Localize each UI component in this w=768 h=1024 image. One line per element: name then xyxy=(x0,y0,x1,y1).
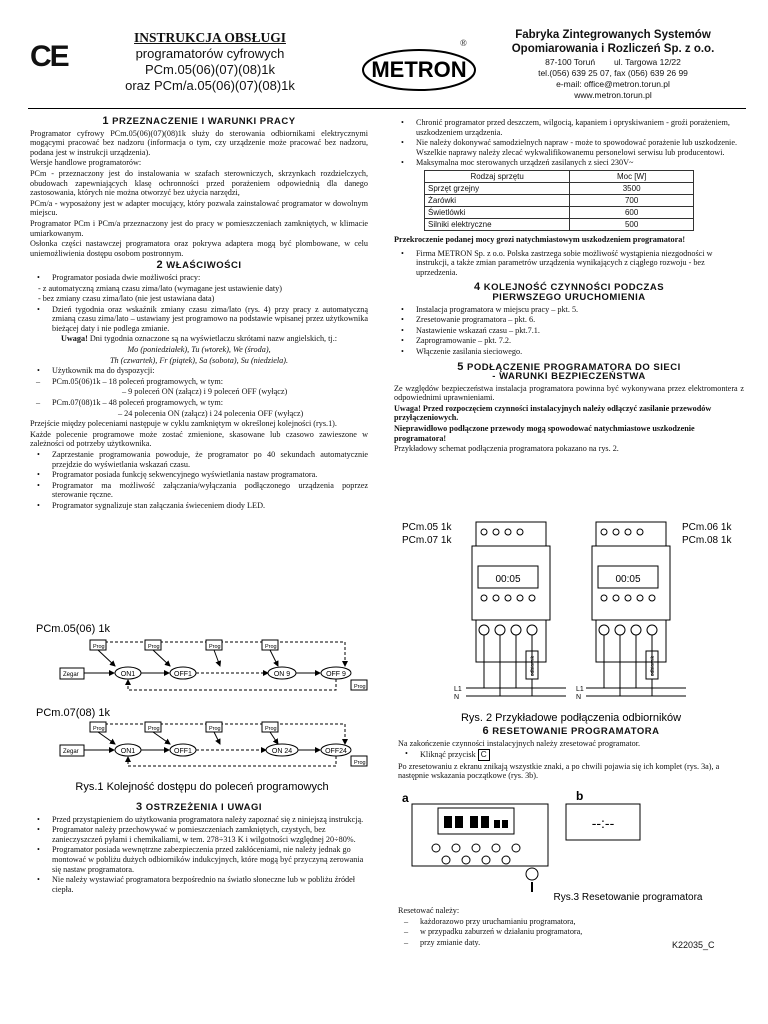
on1-node: ON1 xyxy=(120,748,136,755)
zegar-box: Zegar xyxy=(63,749,79,755)
s2-dash-detail: – 9 poleceń ON (załącz) i 9 poleceń OFF (wyłącz) xyxy=(122,387,288,397)
fig2-label: PCm.07 1k xyxy=(402,535,452,546)
fig2-label: PCm.06 1k xyxy=(682,522,732,533)
r-bullet: • Chronić programator przed deszczem, wilgocią, kapaniem i opryskiwaniem - groźi porażeniem, uszkodzeniem urządzenia. xyxy=(394,118,744,137)
doc-subtitle-3: oraz PCm/a.05(06)(07)(08)1k xyxy=(125,78,295,93)
s6-dash: – przy zmianie daty. xyxy=(398,938,744,948)
logo-text: METRON xyxy=(371,57,467,82)
table-header: Moc [W] xyxy=(570,170,694,182)
s1-paragraph: Osłonka części nastawczej programatora oraz pokrywa adaptera mogą być plombowane, w celu uniemożliwienia dostępu osobom postronnym. xyxy=(30,239,368,258)
prog-box: Prog xyxy=(209,644,221,650)
fig1-row-2 xyxy=(60,722,367,766)
s1-paragraph: Programator cyfrowy PCm.05(06)(07)(08)1k służy do sterowania odbiornikami elektrycznymi mogącymi pracować bez nadzoru (informacja o tym, czy urządzenie może pracować bez nadzoru, podana jest w instrukcji urządzenia). xyxy=(30,128,368,157)
section-6 xyxy=(398,724,744,782)
s2-bullet: • Zaprzestanie programowania powoduje, że programator po 40 sekundach automatycznie przejdzie do wyświetlania wskazań czasu. xyxy=(30,450,368,469)
company-info xyxy=(478,28,748,101)
s2-bullet: • Programator posiada dwie możliwości pracy: xyxy=(30,273,368,283)
reset-button-c[interactable]: C xyxy=(478,749,490,761)
s1-paragraph: PCm - przeznaczony jest do instalowania w szafach sterowniczych, skrzynkach rozdzielczych, obudowach zapewniających klasę ochronności przed porażeniem odpowiednią dla danego zastosowania, których nie można otworzyć bez użycia narzędzi, xyxy=(30,168,368,198)
s3-bullet: • Przed przystąpieniem do użytkowania programatora należy zapoznać się z niniejszą instrukcją. xyxy=(30,815,368,825)
s6-bullet: • Kliknąć przycisk C xyxy=(398,749,744,761)
load-label: odbiornik xyxy=(530,655,536,677)
fig2-label: PCm.08 1k xyxy=(682,535,732,546)
right-column xyxy=(394,118,744,455)
r-bullet: • Maksymalna moc sterowanych urządzeń zasilanych z sieci 230V~ xyxy=(394,158,744,168)
fig1-label-2: PCm.07(08) 1k xyxy=(36,707,110,719)
company-phone: tel.(056) 639 25 07, fax (056) 639 26 99 xyxy=(538,68,688,78)
s5-paragraph: Przykładowy schemat podłączenia programatora pokazano na rys. 2. xyxy=(394,444,619,454)
s2-dash: – PCm.05(06)1k – 18 poleceń programowych, w tym: xyxy=(30,377,368,387)
registered-mark: ® xyxy=(460,38,467,48)
s2-bullet: • Programator ma możliwość załączania/wyłączania podłączonego urządzenia poprzez sterowanie ręczne. xyxy=(30,481,368,500)
s2-bullet: • Użytkownik ma do dyspozycji: xyxy=(30,366,368,376)
s4-item: • Zaprogramowanie – pkt. 7.2. xyxy=(394,336,744,346)
left-column xyxy=(30,114,368,512)
s4-item: • Zresetowanie programatora – pkt. 6. xyxy=(394,315,744,325)
prog-box: Prog xyxy=(265,726,277,732)
prog-box: Prog xyxy=(354,684,366,690)
r-bullet: • Nie należy dokonywać samodzielnych napraw - może to spowodować porażenie lub uszkodzenie. Wszelkie naprawy należy zlecać wykwalifikowanemu personelowi serwisu lub producentowi. xyxy=(394,138,744,157)
s2-bullet: • Dzień tygodnia oraz wskaźnik zmiany czasu zima/lato (rys. 4) przy pracy z automatyczną zmianą czasu zima/lato – ustawiany jest programowo na podstawie wpisanej przez użytkownika bieżącej daty i nie podlega zmianie. xyxy=(30,305,368,334)
ce-mark: CE xyxy=(30,40,68,73)
s2-option: - z automatyczną zmianą czasu zima/lato (wymagane jest ustawienie daty) xyxy=(38,283,282,293)
device-display: 00:05 xyxy=(615,574,641,585)
s6-dash: – każdorazowo przy uruchamianiu programatora, xyxy=(398,917,744,927)
section-2-heading: 2 WŁAŚCIWOŚCI xyxy=(156,259,242,272)
wire-label: L1 xyxy=(576,686,584,693)
section-4-heading: 4 KOLEJNOŚĆ CZYNNOŚCI PODCZAS PIERWSZEGO URUCHOMIENIA xyxy=(473,281,665,303)
figure-2 xyxy=(396,516,746,734)
load-label: odbiornik xyxy=(650,655,656,677)
table-row: Sprzęt grzejny 3500 xyxy=(425,182,694,194)
prog-box: Prog xyxy=(93,726,105,732)
s1-paragraph: Wersje handlowe programatorów: xyxy=(30,158,142,168)
off1-node: OFF1 xyxy=(174,671,192,678)
doc-title: INSTRUKCJA OBSŁUGI xyxy=(134,30,286,45)
on24-node: ON 24 xyxy=(271,748,293,755)
fig3-a-label: a xyxy=(402,791,409,805)
fig2-label: PCm.05 1k xyxy=(402,522,452,533)
wire-label: N xyxy=(454,694,460,701)
off24-node: OFF24 xyxy=(325,748,347,755)
company-email: e-mail: office@metron.torun.pl xyxy=(556,79,670,89)
metron-logo xyxy=(360,42,478,92)
off1-node: OFF1 xyxy=(174,748,192,755)
fig1-label-1: PCm.05(06) 1k xyxy=(36,623,110,635)
s6-paragraph: Na zakończenie czynności instalacyjnych należy zresetować programator. xyxy=(398,738,641,748)
prog-box: Prog xyxy=(148,726,160,732)
s3-bullet: • Programator należy przechowywać w pomieszczeniach zamkniętych, czystych, bez zanieczyszczeń pyłami i chemikaliami, w tem. 278÷313 K i wilgotności względnej 20÷80%. xyxy=(30,825,368,844)
doc-subtitle-1: programatorów cyfrowych xyxy=(135,46,285,61)
fig2-caption: Rys. 2 Przykładowe podłączenia odbiorników xyxy=(460,712,682,724)
s4-item: • Nastawienie wskazań czasu – pkt.7.1. xyxy=(394,326,744,336)
on9-node: ON 9 xyxy=(273,671,291,678)
s2-paragraph: Każde polecenie programowe może zostać zmienione, skasowane lub czasowo zawieszone w zależności od potrzeby użytkownika. xyxy=(30,429,368,449)
fig1-row-1 xyxy=(60,640,367,690)
table-row: Silniki elektryczne 500 xyxy=(425,218,694,230)
title-block xyxy=(80,30,340,94)
doc-subtitle-2: PCm.05(06)(07)(08)1k xyxy=(144,62,276,77)
s1-paragraph: PCm/a - wyposażony jest w adapter mocujący, który pozwala zainstalować programator w dowolnym miejscu. xyxy=(30,198,368,218)
s2-note: Uwaga! Dni tygodnia oznaczone są na wyświetlaczu skrótami nazw angielskich, tj.: xyxy=(60,334,338,344)
section-3 xyxy=(30,800,368,895)
prog-box: Prog xyxy=(148,644,160,650)
s3-bullet: • Programator posiada wewnętrzne zabezpieczenia przed zakłóceniami, nie należy jednak go montować w pobliżu dużych odbiorników indukcyjnych, które mogą być przyczyną zerowania się nastaw programatora. xyxy=(30,845,368,874)
company-address: 87-100 Toruń ul. Targowa 12/22 xyxy=(545,57,681,67)
s5-warning: Uwaga! Przed rozpoczęciem czynności instalacyjnych należy odłączyć zasilanie przewodów przyłączeniowych. xyxy=(394,403,712,423)
fig3-b-label: b xyxy=(576,790,584,803)
wire-label: N xyxy=(576,694,582,701)
device-display: 00:05 xyxy=(495,574,521,585)
company-name-2: Opomiarowania i Rozliczeń Sp. z o.o. xyxy=(511,43,715,55)
document-code: K22035_C xyxy=(672,940,715,950)
fig1-caption: Rys.1 Kolejność dostępu do poleceń programowych xyxy=(75,781,329,793)
s2-bullet: • Programator posiada funkcję sekwencyjnego wyświetlania nastaw programatora. xyxy=(30,470,368,480)
s5-warning: Nieprawidłowo podłączone przewody mogą spowodować natychmiastowe uszkodzenie programatora! xyxy=(394,424,695,443)
zegar-box: Zegar xyxy=(63,672,79,678)
section-6-heading: 6 RESETOWANIE PROGRAMATORA xyxy=(482,725,660,737)
reset-c-button[interactable] xyxy=(526,868,538,880)
s6-paragraph: Po zresetowaniu z ekranu znikają wszystkie znaki, a po chwili pojawia się ich komplet (rys. 3a), a następnie wskazania początkowe (rys. 3b). xyxy=(398,761,720,781)
s2-dash-detail: – 24 polecenia ON (załącz) i 24 polecenia OFF (wyłącz) xyxy=(118,408,304,418)
table-row: Żarówki 700 xyxy=(425,194,694,206)
on1-node: ON1 xyxy=(120,671,136,678)
s3-bullet: • Nie należy wystawiać programatora bezpośrednio na światło słoneczne lub w pobliżu źródeł ciepła. xyxy=(30,875,368,894)
s2-option: - bez zmiany czasu zima/lato (nie jest ustawiana data) xyxy=(38,294,215,304)
table-header: Rodzaj sprzętu xyxy=(425,170,570,182)
wire-label: L1 xyxy=(454,686,462,693)
prog-box: Prog xyxy=(265,644,277,650)
s2-dash: – PCm.07(08)1k – 48 poleceń programowych, w tym: xyxy=(30,398,368,408)
section-1-heading: 1 PRZEZNACZENIE I WARUNKI PRACY xyxy=(102,115,296,127)
company-www: www.metron.torun.pl xyxy=(574,90,652,100)
company-name-1: Fabryka Zintegrowanych Systemów xyxy=(515,29,711,41)
s2-days: Th (czwartek), Fr (piątek), Sa (sobota), Su (niedziela). xyxy=(109,355,289,365)
table-row: Świetlówki 600 xyxy=(425,206,694,218)
fig3-caption: Rys.3 Resetowanie programatora xyxy=(553,892,703,903)
s4-item: • Instalacja programatora w miejscu pracy – pkt. 5. xyxy=(394,305,744,315)
s2-bullet: • Programator sygnalizuje stan załączania świeceniem diody LED. xyxy=(30,501,368,511)
section-3-heading: 3 OSTRZEŻENIA I UWAGI xyxy=(135,801,263,813)
header-divider xyxy=(28,108,746,109)
off9-node: OFF 9 xyxy=(326,671,346,678)
figure-3 xyxy=(398,790,748,906)
s6-dash: – w przypadku zaburzeń w działaniu programatora, xyxy=(398,927,744,937)
power-table xyxy=(424,170,694,231)
s2-days: Mo (poniedziałek), Tu (wtorek), We (środa), xyxy=(127,345,271,355)
s1-paragraph: Programator PCm i PCm/a przeznaczony jest do pracy w pomieszczeniach zamkniętych, w klimacie umiarkowanym. xyxy=(30,218,368,238)
prog-box: Prog xyxy=(209,726,221,732)
prog-box: Prog xyxy=(93,644,105,650)
power-warning: Przekroczenie podanej mocy grozi natychmiastowym uszkodzeniem programatora! xyxy=(394,234,686,244)
r-bullet: • Firma METRON Sp. z o.o. Polska zastrzega sobie możliwość wystąpienia niezgodności w instrukcji, a także zmian parametrów urządzenia wynikających z ciągłego rozwoju - bez uprzedzenia. xyxy=(394,249,744,278)
s5-paragraph: Ze względów bezpieczeństwa instalacja programatora powinna być wykonywana przez elektromontera z odpowiednimi uprawnieniami. xyxy=(394,383,744,403)
reset-display: --:-- xyxy=(591,815,615,831)
s4-item: • Włączenie zasilania sieciowego. xyxy=(394,347,744,357)
prog-box: Prog xyxy=(354,760,366,766)
figure-1 xyxy=(30,618,370,798)
s6-paragraph: Resetować należy: xyxy=(398,906,460,915)
section-5-heading: 5 PODŁĄCZENIE PROGRAMATORA DO SIECI - WARUNKI BEZPIECZEŃSTWA xyxy=(457,360,681,383)
s2-paragraph: Przejście między poleceniami następuje w cyklu zamkniętym w określonej kolejności (rys.1). xyxy=(30,419,337,429)
